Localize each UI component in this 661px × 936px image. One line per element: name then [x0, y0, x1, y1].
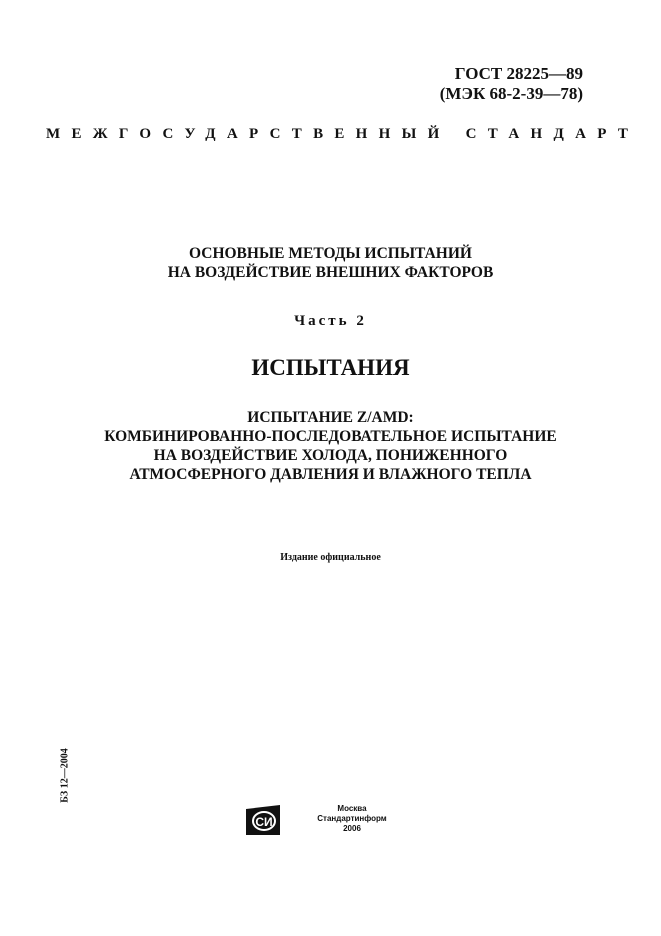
main-title: ИСПЫТАНИЯ	[251, 355, 410, 380]
subtitle-line: НА ВОЗДЕЙСТВИЕ ХОЛОДА, ПОНИЖЕННОГО	[153, 447, 508, 464]
publisher-year: 2006	[343, 824, 361, 833]
subtitle-line: КОМБИНИРОВАННО-ПОСЛЕДОВАТЕЛЬНОЕ ИСПЫТАНИЕ	[104, 428, 557, 445]
publisher-logo-icon	[246, 805, 286, 835]
document-title	[0, 244, 661, 282]
subtitle-line: ИСПЫТАНИЕ Z/AMD:	[247, 409, 414, 426]
subtitle	[0, 408, 661, 484]
publisher-name: Стандартинформ	[317, 814, 387, 823]
part-label: Часть 2	[294, 313, 367, 329]
subtitle-line: АТМОСФЕРНОГО ДАВЛЕНИЯ И ВЛАЖНОГО ТЕПЛА	[129, 466, 532, 483]
title-line: ОСНОВНЫЕ МЕТОДЫ ИСПЫТАНИЙ	[189, 245, 472, 262]
svg-text:СИ: СИ	[255, 815, 273, 829]
side-note: БЗ 12—2004	[59, 748, 71, 803]
standard-code: ГОСТ 28225—89	[454, 64, 583, 83]
title-line: НА ВОЗДЕЙСТВИЕ ВНЕШНИХ ФАКТОРОВ	[167, 264, 494, 281]
iec-code: (МЭК 68-2-39—78)	[439, 84, 583, 103]
publisher-info	[312, 804, 392, 834]
edition-note: Издание официальное	[280, 552, 381, 563]
interstate-standard-banner: МЕЖГОСУДАРСТВЕННЫЙ СТАНДАРТ	[46, 126, 640, 142]
publisher-city: Москва	[337, 804, 367, 813]
